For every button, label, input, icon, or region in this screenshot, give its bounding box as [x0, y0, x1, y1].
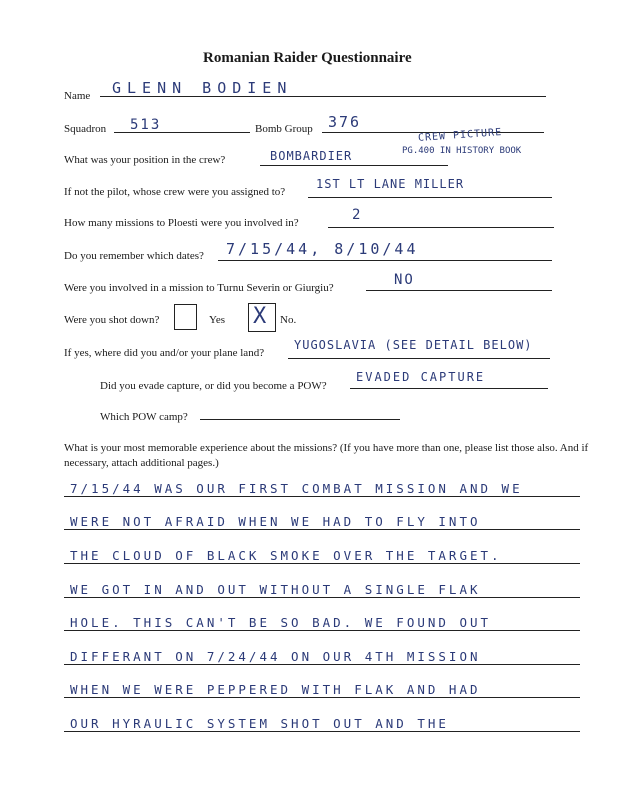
- dates-answer: 7/15/44, 8/10/44: [226, 240, 419, 258]
- notes-text-2: WERE NOT AFRAID WHEN WE HAD TO FLY INTO: [70, 514, 481, 529]
- notes-line-8: [64, 731, 580, 732]
- evade-answer: EVADED CAPTURE: [356, 370, 486, 384]
- dates-line: [218, 260, 552, 261]
- evade-label: Did you evade capture, or did you become a POW?: [100, 380, 327, 392]
- pow-camp-label: Which POW camp?: [100, 411, 188, 423]
- notes-line-1: [64, 496, 580, 497]
- notes-line-4: [64, 597, 580, 598]
- squadron-label: Squadron: [64, 123, 107, 135]
- land-answer: YUGOSLAVIA (SEE DETAIL BELOW): [294, 338, 533, 352]
- notes-text-1: 7/15/44 WAS OUR FIRST COMBAT MISSION AND WE: [70, 481, 523, 496]
- checkbox-x-mark: X: [253, 304, 267, 329]
- missions-answer: 2: [352, 207, 363, 223]
- turnu-line: [366, 290, 552, 291]
- crew-answer: 1ST LT LANE MILLER: [316, 177, 465, 191]
- notes-text-8: OUR HYRAULIC SYSTEM SHOT OUT AND THE: [70, 716, 449, 731]
- turnu-answer: NO: [394, 272, 415, 288]
- position-label: What was your position in the crew?: [64, 154, 226, 166]
- notes-line-3: [64, 563, 580, 564]
- notes-text-3: THE CLOUD OF BLACK SMOKE OVER THE TARGET.: [70, 548, 502, 563]
- shot-down-label: Were you shot down?: [64, 314, 160, 326]
- notes-text-6: DIFFERANT ON 7/24/44 ON OUR 4TH MISSION: [70, 649, 481, 664]
- notes-text-4: WE GOT IN AND OUT WITHOUT A SINGLE FLAK: [70, 582, 481, 597]
- notes-text-5: HOLE. THIS CAN'T BE SO BAD. WE FOUND OUT: [70, 615, 492, 630]
- crew-label: If not the pilot, whose crew were you assigned to?: [64, 186, 286, 198]
- yes-label: Yes: [209, 314, 226, 326]
- notes-line-6: [64, 664, 580, 665]
- missions-label: How many missions to Ploesti were you involved in?: [64, 217, 299, 229]
- no-checkbox[interactable]: [248, 303, 276, 332]
- name-label: Name: [64, 90, 91, 102]
- bomb-group-label: Bomb Group: [255, 123, 313, 135]
- evade-line: [350, 388, 548, 389]
- bomb-group-answer: 376: [328, 113, 362, 131]
- land-label: If yes, where did you and/or your plane land?: [64, 347, 265, 359]
- dates-label: Do you remember which dates?: [64, 250, 204, 262]
- crew-line: [308, 197, 552, 198]
- notes-line-2: [64, 529, 580, 530]
- memorable-question: What is your most memorable experience about the missions? (If you have more than one, please list those also. And if necessary, attach additional pages.): [64, 442, 589, 469]
- notes-line-7: [64, 697, 580, 698]
- name-answer: GLENN BODIEN: [112, 79, 293, 97]
- position-note-2: PG.400 IN HISTORY BOOK: [402, 146, 522, 156]
- yes-checkbox[interactable]: [174, 304, 197, 330]
- notes-line-5: [64, 630, 580, 631]
- pow-camp-line: [200, 419, 400, 420]
- no-label: No.: [280, 314, 297, 326]
- squadron-answer: 513: [130, 117, 162, 133]
- notes-text-7: WHEN WE WERE PEPPERED WITH FLAK AND HAD: [70, 682, 481, 697]
- position-answer: BOMBARDIER: [270, 149, 353, 163]
- page-title: Romanian Raider Questionnaire: [203, 50, 412, 66]
- missions-line: [328, 227, 554, 228]
- land-line: [288, 358, 550, 359]
- turnu-label: Were you involved in a mission to Turnu Severin or Giurgiu?: [64, 282, 334, 294]
- position-note-1: CREW PICTURE: [417, 127, 503, 144]
- position-line: [260, 165, 448, 166]
